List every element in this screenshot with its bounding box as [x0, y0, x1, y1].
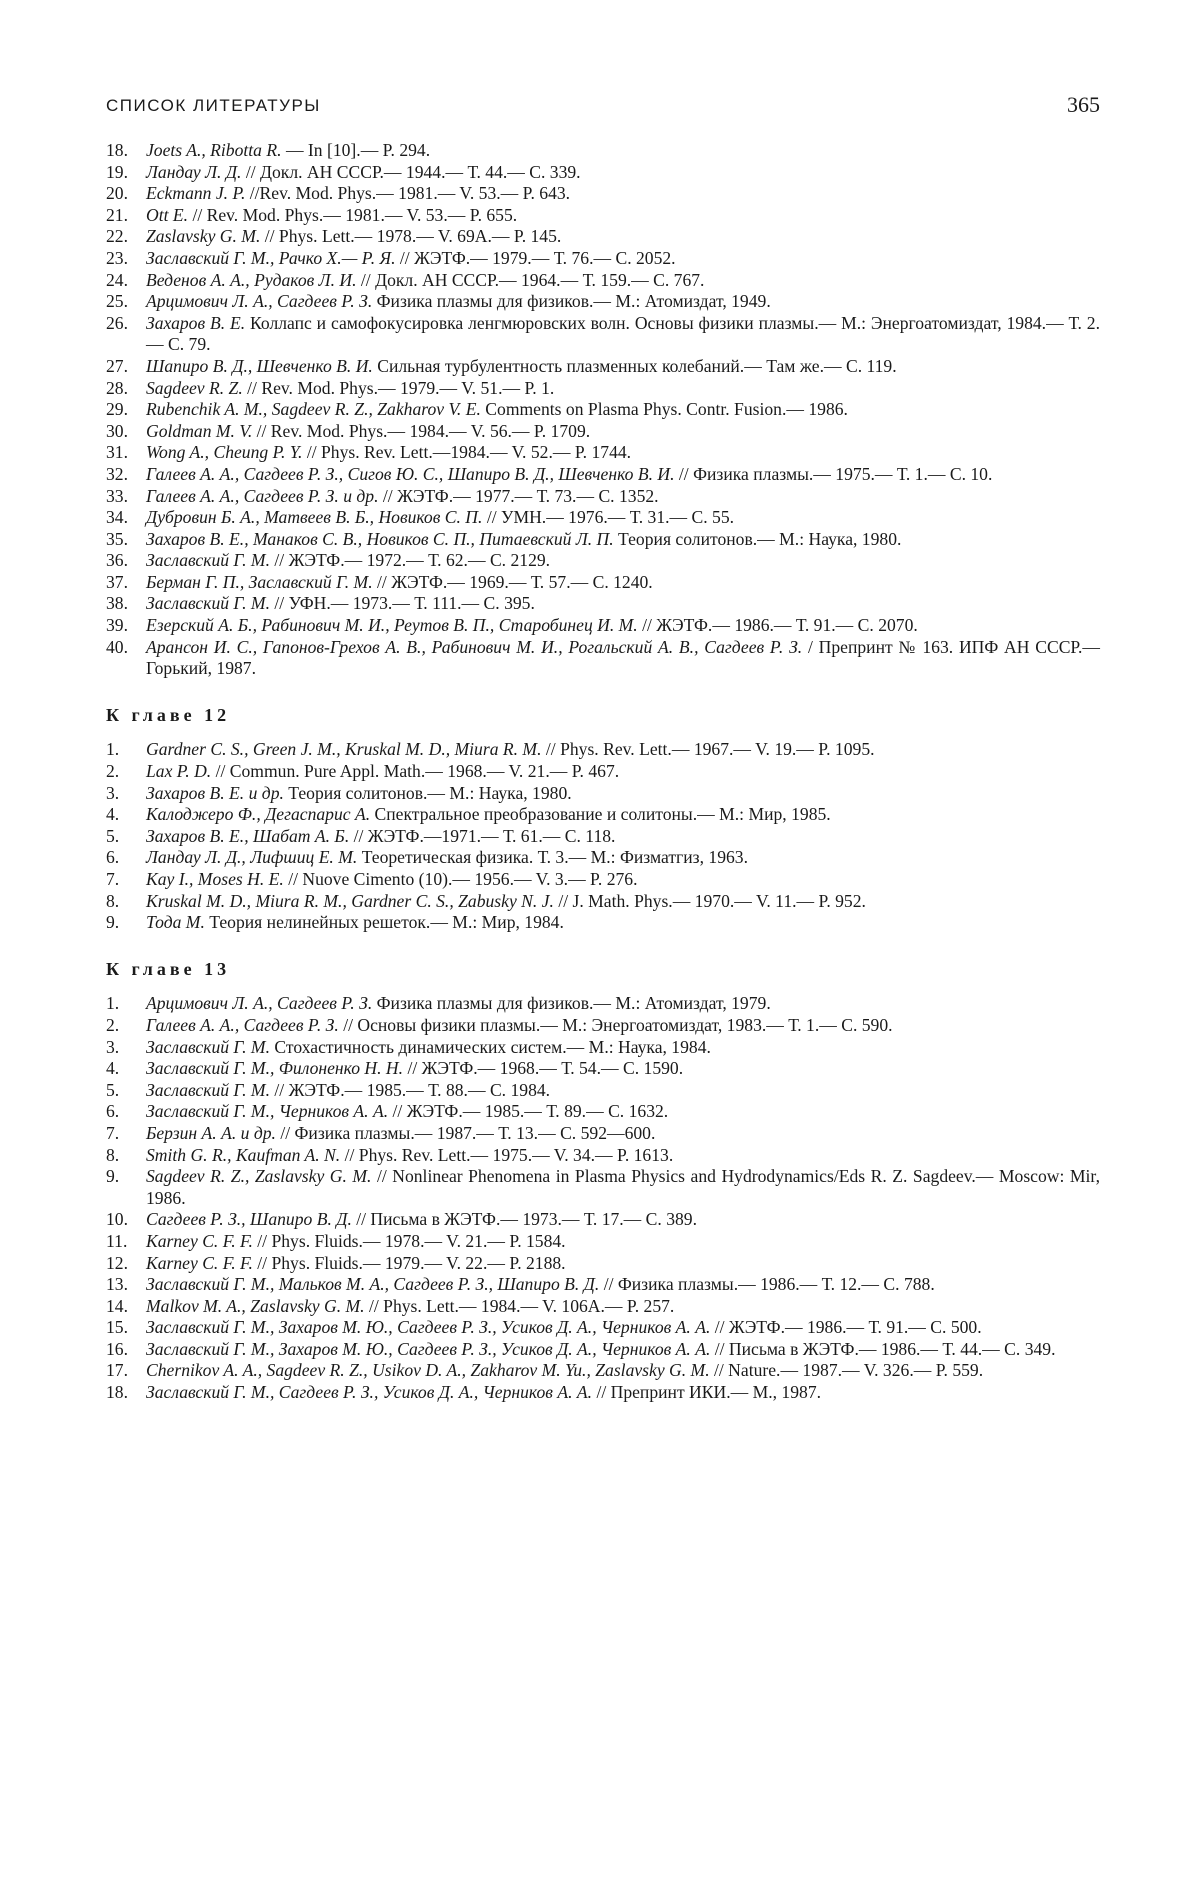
reference-number: 40. — [106, 636, 128, 657]
reference-authors: Арансон И. С., Гапонов-Грехов А. В., Рабинович М. И., Рогальский А. В., Сагдеев Р. З. — [146, 636, 803, 657]
reference-number: 7. — [106, 1122, 120, 1143]
reference-number: 22. — [106, 226, 128, 247]
reference-authors: Арцимович Л. А., Сагдеев Р. З. — [146, 291, 373, 312]
reference-entry — [106, 1317, 1100, 1339]
reference-entry — [106, 205, 1100, 227]
reference-authors: Gardner C. S., Green J. M., Kruskal M. D., Miura R. M. — [146, 739, 542, 760]
reference-authors: Smith G. R., Kaufman A. N. — [146, 1144, 341, 1165]
reference-entry — [106, 637, 1100, 680]
bibliography-section — [106, 705, 1100, 934]
reference-authors: Kruskal M. D., Miura R. M., Gardner C. S., Zabusky N. J. — [146, 890, 554, 911]
reference-authors: Дубровин Б. А., Матвеев В. Б., Новиков С. П. — [146, 507, 483, 528]
reference-entry — [106, 1360, 1100, 1382]
reference-details: //Rev. Mod. Phys.— 1981.— V. 53.— P. 643. — [249, 183, 571, 204]
reference-number: 24. — [106, 269, 128, 290]
reference-details: Спектральное преобразование и солитоны.— М.: Мир, 1985. — [374, 804, 831, 825]
chapter-heading: К главе 12 — [106, 704, 231, 725]
reference-details: // Rev. Mod. Phys.— 1981.— V. 53.— P. 655. — [192, 204, 518, 225]
reference-number: 18. — [106, 1382, 128, 1403]
reference-number: 11. — [106, 1230, 128, 1251]
reference-details: // УМН.— 1976.— Т. 31.— С. 55. — [486, 507, 735, 528]
reference-number: 39. — [106, 615, 128, 636]
reference-authors: Калоджеро Ф., Дегаспарис А. — [146, 804, 371, 825]
reference-entry — [106, 1296, 1100, 1318]
reference-number: 18. — [106, 140, 128, 160]
reference-authors: Берзин А. А. и др. — [146, 1122, 276, 1143]
reference-number: 9. — [106, 912, 120, 933]
reference-number: 5. — [106, 1079, 120, 1100]
reference-entry — [106, 1123, 1100, 1145]
reference-entry — [106, 912, 1100, 934]
reference-details: // Докл. АН СССР.— 1964.— Т. 159.— С. 767. — [360, 269, 705, 290]
running-head-title: СПИСОК ЛИТЕРАТУРЫ — [106, 96, 321, 115]
reference-details: // Nonlinear Phenomena in Plasma Physics and Hydrodynamics/Eds R. Z. Sagdeev.— Moscow: Mir, 1986. — [146, 1166, 1100, 1208]
reference-details: // Физика плазмы.— 1975.— Т. 1.— С. 10. — [678, 463, 993, 484]
reference-number: 31. — [106, 442, 128, 463]
reference-authors: Kay I., Moses H. E. — [146, 869, 284, 889]
reference-entry — [106, 356, 1100, 378]
reference-number: 16. — [106, 1338, 128, 1359]
reference-details: // ЖЭТФ.— 1969.— Т. 57.— С. 1240. — [377, 571, 653, 592]
reference-details: // Commun. Pure Appl. Math.— 1968.— V. 21.— P. 467. — [215, 761, 620, 782]
reference-entry — [106, 1166, 1100, 1209]
reference-number: 15. — [106, 1317, 128, 1338]
reference-details: // Phys. Rev. Lett.—1984.— V. 52.— P. 1744. — [306, 442, 632, 463]
reference-details: Теория солитонов.— М.: Наука, 1980. — [288, 782, 572, 803]
reference-details: Физика плазмы для физиков.— М.: Атомиздат, 1949. — [376, 291, 771, 312]
reference-authors: Арцимович Л. А., Сагдеев Р. З. — [146, 993, 373, 1014]
reference-authors: Берман Г. П., Заславский Г. М. — [146, 571, 373, 592]
reference-details: // Phys. Rev. Lett.— 1967.— V. 19.— P. 1095. — [545, 739, 875, 760]
reference-entry — [106, 1080, 1100, 1102]
reference-number: 14. — [106, 1295, 128, 1316]
reference-authors: Заславский Г. М. — [146, 550, 270, 571]
reference-details: // Письма в ЖЭТФ.— 1973.— Т. 17.— С. 389. — [356, 1209, 697, 1230]
reference-authors: Ott E. — [146, 204, 189, 225]
reference-authors: Ландау Л. Д., Лифшиц Е. М. — [146, 847, 358, 868]
reference-entry — [106, 804, 1100, 826]
bibliography — [106, 140, 1100, 1404]
reference-details: // J. Math. Phys.— 1970.— V. 11.— P. 952. — [558, 890, 866, 911]
reference-authors: Тода М. — [146, 912, 205, 933]
reference-authors: Веденов А. А., Рудаков Л. И. — [146, 269, 357, 290]
reference-entry — [106, 1382, 1100, 1404]
reference-authors: Ландау Л. Д. — [146, 161, 242, 182]
reference-number: 2. — [106, 1014, 120, 1035]
reference-entry — [106, 442, 1100, 464]
reference-entry — [106, 226, 1100, 248]
reference-details: // Физика плазмы.— 1986.— Т. 12.— С. 788. — [603, 1274, 935, 1295]
reference-entry — [106, 1253, 1100, 1275]
reference-details: // Докл. АН СССР.— 1944.— Т. 44.— С. 339. — [245, 161, 581, 182]
reference-entry — [106, 162, 1100, 184]
reference-authors: Chernikov A. A., Sagdeev R. Z., Usikov D. A., Zakharov M. Yu., Zaslavsky G. M. — [146, 1360, 710, 1381]
reference-number: 7. — [106, 869, 120, 889]
reference-details: // Nuove Cimento (10).— 1956.— V. 3.— P. 276. — [288, 869, 638, 889]
reference-number: 32. — [106, 463, 128, 484]
reference-details: // ЖЭТФ.— 1968.— Т. 54.— С. 1590. — [407, 1058, 684, 1079]
reference-details: // ЖЭТФ.— 1986.— Т. 91.— С. 2070. — [642, 615, 918, 636]
reference-entry — [106, 783, 1100, 805]
reference-number: 27. — [106, 355, 128, 376]
reference-authors: Захаров В. Е. и др. — [146, 782, 284, 803]
reference-number: 9. — [106, 1166, 120, 1187]
reference-details: Сильная турбулентность плазменных колебаний.— Там же.— С. 119. — [377, 355, 897, 376]
reference-details: Физика плазмы для физиков.— М.: Атомиздат, 1979. — [376, 993, 771, 1014]
reference-number: 28. — [106, 377, 128, 398]
reference-authors: Сагдеев Р. З., Шапиро В. Д. — [146, 1209, 352, 1230]
reference-authors: Заславский Г. М., Черников А. А. — [146, 1101, 389, 1122]
reference-authors: Karney C. F. F. — [146, 1230, 253, 1251]
reference-authors: Галеев А. А., Сагдеев Р. З. и др. — [146, 485, 379, 506]
reference-authors: Karney C. F. F. — [146, 1252, 253, 1273]
reference-details: Теория солитонов.— М.: Наука, 1980. — [618, 528, 902, 549]
reference-number: 17. — [106, 1360, 128, 1381]
reference-entry — [106, 464, 1100, 486]
reference-details: Коллапс и самофокусировка ленгмюровских волн. Основы физики плазмы.— М.: Энергоатомиздат, 1984.— Т. 2.— С. 79. — [146, 312, 1100, 355]
reference-entry — [106, 399, 1100, 421]
reference-entry — [106, 1274, 1100, 1296]
chapter-heading: К главе 13 — [106, 958, 231, 979]
reference-number: 19. — [106, 161, 128, 182]
reference-details: // ЖЭТФ.— 1972.— Т. 62.— С. 2129. — [274, 550, 551, 571]
reference-details: // ЖЭТФ.— 1985.— Т. 88.— С. 1984. — [274, 1079, 551, 1100]
reference-details: // Rev. Mod. Phys.— 1979.— V. 51.— P. 1. — [247, 377, 555, 398]
reference-number: 5. — [106, 825, 120, 846]
reference-authors: Zaslavsky G. M. — [146, 226, 261, 247]
reference-number: 8. — [106, 890, 120, 911]
reference-details: // Phys. Fluids.— 1979.— V. 22.— P. 2188. — [257, 1252, 566, 1273]
reference-entry — [106, 248, 1100, 270]
reference-details: // Phys. Rev. Lett.— 1975.— V. 34.— P. 1613. — [344, 1144, 674, 1165]
reference-entry — [106, 313, 1100, 356]
reference-details: // ЖЭТФ.—1971.— Т. 61.— С. 118. — [353, 825, 616, 846]
reference-entry — [106, 270, 1100, 292]
reference-number: 26. — [106, 312, 128, 333]
reference-number: 3. — [106, 782, 120, 803]
reference-number: 23. — [106, 247, 128, 268]
bibliography-section — [106, 959, 1100, 1404]
reference-details: // Nature.— 1987.— V. 326.— P. 559. — [714, 1360, 984, 1381]
reference-details: Теоретическая физика. Т. 3.— М.: Физматгиз, 1963. — [361, 847, 748, 868]
reference-entry — [106, 739, 1100, 761]
reference-authors: Галеев А. А., Сагдеев Р. З. — [146, 1014, 339, 1035]
reference-entry — [106, 291, 1100, 313]
reference-entry — [106, 847, 1100, 869]
reference-number: 6. — [106, 1101, 120, 1122]
reference-number: 37. — [106, 571, 128, 592]
reference-number: 12. — [106, 1252, 128, 1273]
reference-authors: Wong A., Cheung P. Y. — [146, 442, 303, 463]
reference-number: 38. — [106, 593, 128, 614]
reference-entry — [106, 993, 1100, 1015]
bibliography-section — [106, 140, 1100, 680]
reference-entry — [106, 1339, 1100, 1361]
reference-authors: Заславский Г. М., Захаров М. Ю., Сагдеев Р. З., Усиков Д. А., Черников А. А. — [146, 1338, 711, 1359]
reference-details: // Phys. Lett.— 1978.— V. 69A.— P. 145. — [264, 226, 562, 247]
reference-entry — [106, 761, 1100, 783]
reference-authors: Заславский Г. М., Рачко Х.— Р. Я. — [146, 247, 396, 268]
reference-number: 36. — [106, 550, 128, 571]
reference-number: 34. — [106, 507, 128, 528]
reference-authors: Захаров В. Е., Шабат А. Б. — [146, 825, 350, 846]
reference-entry — [106, 891, 1100, 913]
reference-entry — [106, 550, 1100, 572]
reference-number: 6. — [106, 847, 120, 868]
reference-authors: Галеев А. А., Сагдеев Р. З., Сигов Ю. С., Шапиро В. Д., Шевченко В. И. — [146, 463, 675, 484]
reference-entry — [106, 1101, 1100, 1123]
reference-authors: Шапиро В. Д., Шевченко В. И. — [146, 355, 373, 376]
reference-number: 29. — [106, 399, 128, 420]
reference-details: / Препринт № 163. ИПФ АН СССР.— Горький, 1987. — [146, 636, 1101, 679]
reference-number: 35. — [106, 528, 128, 549]
reference-entry — [106, 486, 1100, 508]
reference-authors: Заславский Г. М., Филоненко Н. Н. — [146, 1058, 404, 1079]
reference-details: — In [10].— P. 294. — [285, 140, 431, 160]
reference-authors: Rubenchik A. M., Sagdeev R. Z., Zakharov V. E. — [146, 399, 481, 420]
reference-authors: Заславский Г. М. — [146, 1079, 270, 1100]
reference-entry — [106, 826, 1100, 848]
reference-entry — [106, 572, 1100, 594]
reference-entry — [106, 378, 1100, 400]
reference-entry — [106, 1015, 1100, 1037]
reference-authors: Захаров В. Е., Манаков С. В., Новиков С. П., Питаевский Л. П. — [146, 528, 614, 549]
reference-authors: Заславский Г. М. — [146, 593, 270, 614]
reference-details: Теория нелинейных решеток.— М.: Мир, 1984. — [209, 912, 564, 933]
reference-authors: Eckmann J. P. — [146, 183, 246, 204]
reference-authors: Заславский Г. М., Захаров М. Ю., Сагдеев Р. З., Усиков Д. А., Черников А. А. — [146, 1317, 711, 1338]
reference-entry — [106, 183, 1100, 205]
reference-details: Стохастичность динамических систем.— М.: Наука, 1984. — [274, 1036, 711, 1057]
reference-number: 10. — [106, 1209, 128, 1230]
running-head — [106, 92, 1100, 124]
reference-details: // ЖЭТФ.— 1979.— Т. 76.— С. 2052. — [399, 247, 676, 268]
reference-entry — [106, 1231, 1100, 1253]
reference-details: // Письма в ЖЭТФ.— 1986.— Т. 44.— С. 349. — [714, 1338, 1056, 1359]
reference-details: // ЖЭТФ.— 1986.— Т. 91.— С. 500. — [714, 1317, 982, 1338]
reference-details: // Основы физики плазмы.— М.: Энергоатомиздат, 1983.— Т. 1.— С. 590. — [343, 1014, 893, 1035]
reference-number: 1. — [106, 993, 120, 1014]
reference-entry — [106, 507, 1100, 529]
reference-entry — [106, 421, 1100, 443]
reference-authors: Заславский Г. М. — [146, 1036, 270, 1057]
reference-authors: Joets A., Ribotta R. — [146, 140, 282, 160]
reference-details: // УФН.— 1973.— Т. 111.— С. 395. — [274, 593, 535, 614]
reference-number: 3. — [106, 1036, 120, 1057]
reference-authors: Захаров В. Е. — [146, 312, 246, 333]
reference-number: 4. — [106, 1058, 120, 1079]
reference-details: // Phys. Fluids.— 1978.— V. 21.— P. 1584. — [257, 1230, 566, 1251]
reference-authors: Lax P. D. — [146, 761, 212, 782]
reference-entry — [106, 1037, 1100, 1059]
reference-entry — [106, 1058, 1100, 1080]
reference-entry — [106, 529, 1100, 551]
reference-entry — [106, 593, 1100, 615]
reference-details: // Phys. Lett.— 1984.— V. 106A.— P. 257. — [368, 1295, 675, 1316]
reference-authors: Заславский Г. М., Сагдеев Р. З., Усиков Д. А., Черников А. А. — [146, 1382, 593, 1403]
reference-details: // ЖЭТФ.— 1985.— Т. 89.— С. 1632. — [392, 1101, 669, 1122]
reference-details: // Препринт ИКИ.— М., 1987. — [596, 1382, 822, 1403]
reference-number: 33. — [106, 485, 128, 506]
reference-details: // Rev. Mod. Phys.— 1984.— V. 56.— P. 1709. — [256, 420, 591, 441]
reference-number: 25. — [106, 291, 128, 312]
reference-authors: Заславский Г. М., Мальков М. А., Сагдеев Р. З., Шапиро В. Д. — [146, 1274, 600, 1295]
reference-authors: Sagdeev R. Z. — [146, 377, 243, 398]
reference-number: 8. — [106, 1144, 120, 1165]
page-number: 365 — [1067, 92, 1100, 117]
reference-entry — [106, 1145, 1100, 1167]
reference-number: 30. — [106, 420, 128, 441]
reference-details: // Физика плазмы.— 1987.— Т. 13.— С. 592—600. — [280, 1122, 656, 1143]
reference-number: 4. — [106, 804, 120, 825]
reference-number: 20. — [106, 183, 128, 204]
reference-authors: Езерский А. Б., Рабинович М. И., Реутов В. П., Старобинец И. М. — [146, 615, 638, 636]
reference-number: 2. — [106, 761, 120, 782]
reference-entry — [106, 615, 1100, 637]
reference-number: 1. — [106, 739, 120, 760]
reference-details: // ЖЭТФ.— 1977.— Т. 73.— С. 1352. — [382, 485, 659, 506]
reference-entry — [106, 869, 1100, 891]
reference-authors: Goldman M. V. — [146, 420, 253, 441]
reference-details: Comments on Plasma Phys. Contr. Fusion.— 1986. — [485, 399, 848, 420]
reference-entry — [106, 140, 1100, 162]
reference-authors: Malkov M. A., Zaslavsky G. M. — [146, 1295, 365, 1316]
reference-authors: Sagdeev R. Z., Zaslavsky G. M. — [146, 1166, 372, 1187]
reference-entry — [106, 1209, 1100, 1231]
reference-number: 13. — [106, 1274, 128, 1295]
reference-number: 21. — [106, 204, 128, 225]
